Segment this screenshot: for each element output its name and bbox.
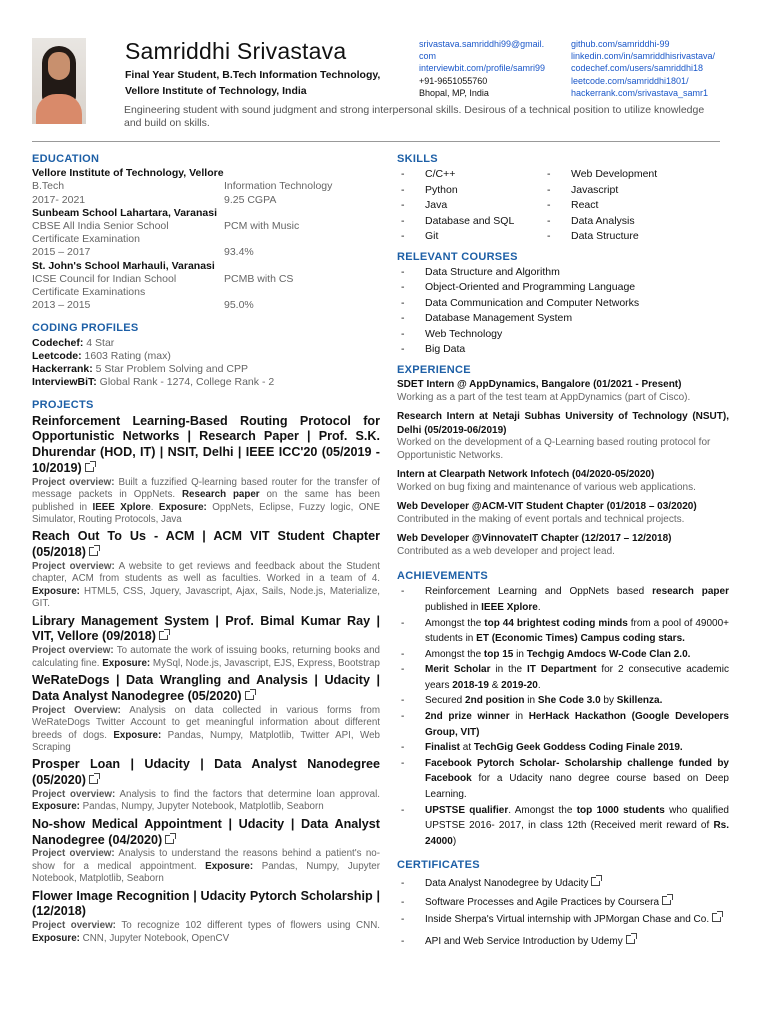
external-link-icon[interactable] [712,913,721,922]
profile-photo [32,38,86,124]
project-title-text: Prosper Loan | Udacity | Data Analyst Nanodegree (05/2020) [32,757,380,788]
exposure-text: Pandas, Numpy, Jupyter Notebook, Matplotlib, Seaborn [79,801,324,813]
achievement-item: - UPSTSE qualifier. Amongst the top 1000 students who qualified UPSTSE 2016- 2017, in class 12th (Received merit reward of Rs. 24000) [397,803,729,850]
external-link-icon[interactable] [626,935,635,944]
edu-cell: 2017- 2021 [32,193,86,206]
education-school: Vellore Institute of Technology, Vellore [32,167,224,180]
course-item: - Web Technology [397,327,729,343]
exposure-label: Exposure: [102,657,151,669]
skills-col-2 [543,167,689,245]
courses-heading: RELEVANT COURSES [397,250,518,263]
exposure-label: Exposure: [32,932,80,944]
contact-column-1 [419,38,569,99]
skills-col-1 [397,167,543,245]
experience-title: Web Developer @ACM-VIT Student Chapter (01/2018 – 03/2020) [397,501,697,513]
course-item: - Object-Oriented and Programming Language [397,280,729,296]
external-link-icon[interactable] [245,691,254,700]
desc-text: . [150,501,159,513]
profile-row [32,363,380,376]
skill-item: - Data Analysis [543,214,689,230]
project-title[interactable] [32,414,380,477]
external-link-icon[interactable] [165,835,174,844]
overview-label: Project overview: [32,848,115,860]
projects-heading: PROJECTS [32,399,94,412]
interviewbit-link[interactable]: interviewbit.com/profile/samri99 [419,63,546,74]
project-title[interactable] [32,757,380,789]
skill-item: - React [543,198,689,214]
edu-cell: PCMB with CS [224,272,294,285]
profile-value: 5 Star Problem Solving and CPP [92,363,248,376]
experience-desc: Contributed as a web developer and project lead. [397,545,615,557]
skill-item: - Git [397,229,543,245]
certificates-list [397,874,729,951]
project-title-text: WeRateDogs | Data Wrangling and Analysis | Udacity | Data Analyst Nanodegree (05/2020) [32,673,380,703]
exposure-text: MySql, Node.js, Javascript, EJS, Express, Bootstrap [150,657,380,669]
experience-title: SDET Intern @ AppDynamics, Bangalore (01/2021 - Present) [397,379,682,391]
edu-cell: Certificate Examination [32,233,140,246]
project-title[interactable] [32,673,380,705]
achievements-heading: ACHIEVEMENTS [397,570,488,583]
desc-text: Analysis on data collected in various forms from WeRateDogs Twitter Account to get meaningful information about different breeds of dogs. [32,704,380,741]
edu-cell: PCM with Music [224,220,300,233]
project-description [32,848,380,885]
skill-item: - Data Structure [543,229,689,245]
edu-cell: 2015 – 2017 [32,246,91,259]
tagline-line-1: Final Year Student, B.Tech Information Technology, [125,69,381,81]
experience-heading: EXPERIENCE [397,363,471,376]
course-item: - Database Management System [397,311,729,327]
exposure-label: Exposure: [158,501,207,513]
profile-key: Hackerrank: [32,363,93,376]
experience-desc: Worked on bug fixing and maintenance of various web applications. [397,481,696,493]
desc-text: A website to get reviews and feedback about the Student chapter, ACM from students as well as faculties. Worked in a team of 4. [32,561,380,585]
profile-row [32,350,380,363]
linkedin-link[interactable]: linkedin.com/in/samriddhisrivastava/ [571,51,716,62]
exposure-label: Exposure: [32,801,80,813]
external-link-icon[interactable] [85,463,94,472]
github-link[interactable]: github.com/samriddhi-99 [571,39,670,49]
desc-bold: Research paper [181,489,260,501]
course-item: - Big Data [397,342,729,358]
skill-item: - Javascript [543,183,689,199]
edu-cell: CBSE All India Senior School [32,220,169,233]
right-column [397,153,729,951]
leetcode-link[interactable]: leetcode.com/samriddhi1801/ [571,75,689,86]
desc-bold: IEEE Xplore [92,501,151,513]
overview-label: Project overview: [32,920,116,932]
experience-title: Intern at Clearpath Network Infotech (04/2020-05/2020) [397,469,655,481]
email-link-cont[interactable]: com [419,51,437,62]
education-school: St. John's School Marhauli, Varanasi [32,259,215,272]
header-divider [32,141,720,142]
edu-cell: Information Technology [224,180,333,193]
skill-item: - Python [397,183,543,199]
certificate-item[interactable]: - API and Web Service Introduction by Udemy [397,932,729,951]
edu-cell: 95.0% [224,299,254,312]
skills-heading: SKILLS [397,153,438,165]
skill-item: - Web Development [543,167,689,183]
external-link-icon[interactable] [591,877,600,886]
profile-key: InterviewBiT: [32,376,97,389]
desc-text: Built a fuzzified Q-learning based router for the transfer of message packets in OppNets. [32,476,380,501]
overview-label: Project overview: [32,645,114,657]
desc-text: Analysis to find the factors that determine loan approval. [115,788,380,800]
project-title-text: Reinforcement Learning-Based Routing Protocol for Opportunistic Networks | Research Paper | Prof. S.K. Dhurendar (HOD, IT) | NSIT, Delhi | IEEE ICC'20 (05/2019 - 10/2019) [32,413,380,476]
overview-label: Project Overview: [32,704,121,716]
email-link[interactable]: srivastava.samriddhi99@gmail. [419,39,545,49]
edu-cell: 93.4% [224,246,254,259]
achievement-item: - Amongst the top 15 in Techgig Amdocs W-Code Clan 2.0. [397,647,729,663]
skill-item: - C/C++ [397,167,543,183]
exposure-text: CNN, Jupyter Notebook, OpenCV [79,932,230,944]
project-description [32,705,380,755]
experience-desc: Working as a part of the test team at AppDynamics (part of Cisco). [397,391,691,403]
experience-desc: Worked on the development of a Q-Learning based routing protocol for Opportunistic Networks. [397,437,711,461]
external-link-icon[interactable] [89,547,98,556]
edu-cell: ICSE Council for Indian School [32,272,177,285]
exposure-text: Pandas, Numpy, Jupyter Notebook, Matplotlib, Seaborn [32,860,380,885]
achievement-item: - Merit Scholar in the IT Department for 2 consecutive academic years 2018-19 & 2019-20. [397,662,729,693]
courses-list [397,265,729,358]
project-description [32,920,380,945]
education-row [32,194,380,207]
project-title [32,889,380,921]
phone-number: +91-9651055760 [419,75,488,86]
contact-column-2 [571,38,746,99]
edu-cell: 2013 – 2015 [32,299,91,312]
education-row [32,233,380,246]
profile-row [32,376,380,389]
exposure-label: Exposure: [32,585,80,597]
experience-title: Research Intern at Netaji Subhas University of Technology (NSUT), Delhi (05/2019-06/2019) [397,411,729,436]
overview-label: Project overview: [32,788,116,800]
project-description [32,477,380,527]
edu-cell: B.Tech [32,180,65,193]
certificate-item[interactable]: - Software Processes and Agile Practices by Coursera [397,893,729,912]
coding-profiles-heading: CODING PROFILES [32,322,139,335]
exposure-text: OppNets, Eclipse, Fuzzy logic, ONE Simulator, Routing Protocols, Java [32,501,380,526]
project-title-text: Reach Out To Us - ACM | ACM VIT Student Chapter (05/2018) [32,529,380,560]
education-row [32,299,380,312]
tagline [125,67,415,99]
education-row [32,286,380,299]
education-row [32,220,380,233]
desc-text: To automate the work of issuing books, returning books and calculating fine. [32,645,380,669]
project-title[interactable] [32,614,380,646]
project-title-text: Library Management System | Prof. Bimal Kumar Ray | VIT, Vellore (09/2018) [32,613,380,644]
course-item: - Data Communication and Computer Networks [397,296,729,312]
project-title[interactable] [32,529,380,561]
edu-cell: Certificate Examinations [32,286,146,299]
desc-text: on the same has been published in [32,489,380,513]
overview-label: Project overview: [32,561,115,573]
profile-key: Codechef: [32,336,84,349]
achievement-item: - Finalist at TechGig Geek Goddess Coding Finale 2019. [397,740,729,756]
project-description [32,561,380,611]
external-link-icon[interactable] [89,775,98,784]
achievements-list [397,584,729,849]
desc-text: To recognize 102 different types of flowers using CNN. [115,920,380,932]
experience-title: Web Developer @VinnovateIT Chapter (12/2017 – 12/2018) [397,533,672,545]
exposure-text: HTML5, CSS, Jquery, Javascript, Ajax, Sails, Node.js, Materialize, GIT. [32,585,380,610]
left-column [32,153,380,948]
education-row [32,246,380,259]
tagline-line-2: Vellore Institute of Technology, India [125,85,307,97]
skill-item: - Database and SQL [397,214,543,230]
overview-label: Project overview: [32,476,115,488]
candidate-name: Samriddhi Srivastava [125,38,347,64]
exposure-label: Exposure: [205,860,254,872]
codechef-link[interactable]: codechef.com/users/samriddhi18 [571,63,704,74]
achievement-item: - 2nd prize winner in HerHack Hackathon (Google Developers Group, VIT) [397,709,729,740]
profile-value: Global Rank - 1274, College Rank - 2 [96,376,275,389]
exposure-label: Exposure: [113,729,162,741]
location: Bhopal, MP, India [419,87,489,98]
experience-desc: Contributed in the making of event portals and technical projects. [397,513,685,525]
skills-list [397,167,729,245]
profile-value: 1603 Rating (max) [81,349,171,362]
project-title[interactable] [32,817,380,849]
desc-text: Analysis to understand the reasons behind a patient's no-show for a medical appointment. [32,848,380,872]
project-title-text: Flower Image Recognition | Udacity Pytorch Scholarship | (12/2018) [32,888,380,919]
exposure-text: Pandas, Numpy, Matplotlib, Twitter API, Web Scraping [32,729,380,753]
hackerrank-link[interactable]: hackerrank.com/srivastava_samr1 [571,87,709,98]
achievement-item: - Facebook Pytorch Scholar- Scholarship challenge funded by Facebook for a Udacity nano degree course based on Deep Learning. [397,756,729,803]
education-school: Sunbeam School Lahartara, Varanasi [32,206,217,219]
course-item: - Data Structure and Algorithm [397,265,729,281]
certificate-item[interactable]: - Inside Sherpa's Virtual internship with JPMorgan Chase and Co. [397,912,729,928]
skill-item: - Java [397,198,543,214]
summary: Engineering student with sound judgment and strong interpersonal skills. Desirous of a technical position to utilize knowledge and build on skills. [124,104,705,129]
education-row [32,180,380,193]
education-heading: EDUCATION [32,153,100,165]
achievement-item: - Amongst the top 44 brightest coding minds from a pool of 49000+ students in ET (Economic Times) Campus coding stars. [397,616,729,647]
project-description [32,789,380,814]
external-link-icon[interactable] [662,896,671,905]
project-title-text: No-show Medical Appointment | Udacity | Data Analyst Nanodegree (04/2020) [32,816,380,847]
profile-key: Leetcode: [32,349,82,362]
education-row [32,273,380,286]
achievement-item: - Reinforcement Learning and OppNets based research paper published in IEEE Xplore. [397,584,729,615]
edu-cell: 9.25 CGPA [224,193,277,206]
certificates-heading: CERTIFICATES [397,859,480,872]
achievement-item: - Secured 2nd position in She Code 3.0 by Skillenza. [397,693,729,709]
profile-value: 4 Star [83,336,115,349]
certificate-item[interactable]: - Data Analyst Nanodegree by Udacity [397,874,729,893]
external-link-icon[interactable] [159,631,168,640]
profile-row [32,337,380,350]
project-description [32,645,380,670]
